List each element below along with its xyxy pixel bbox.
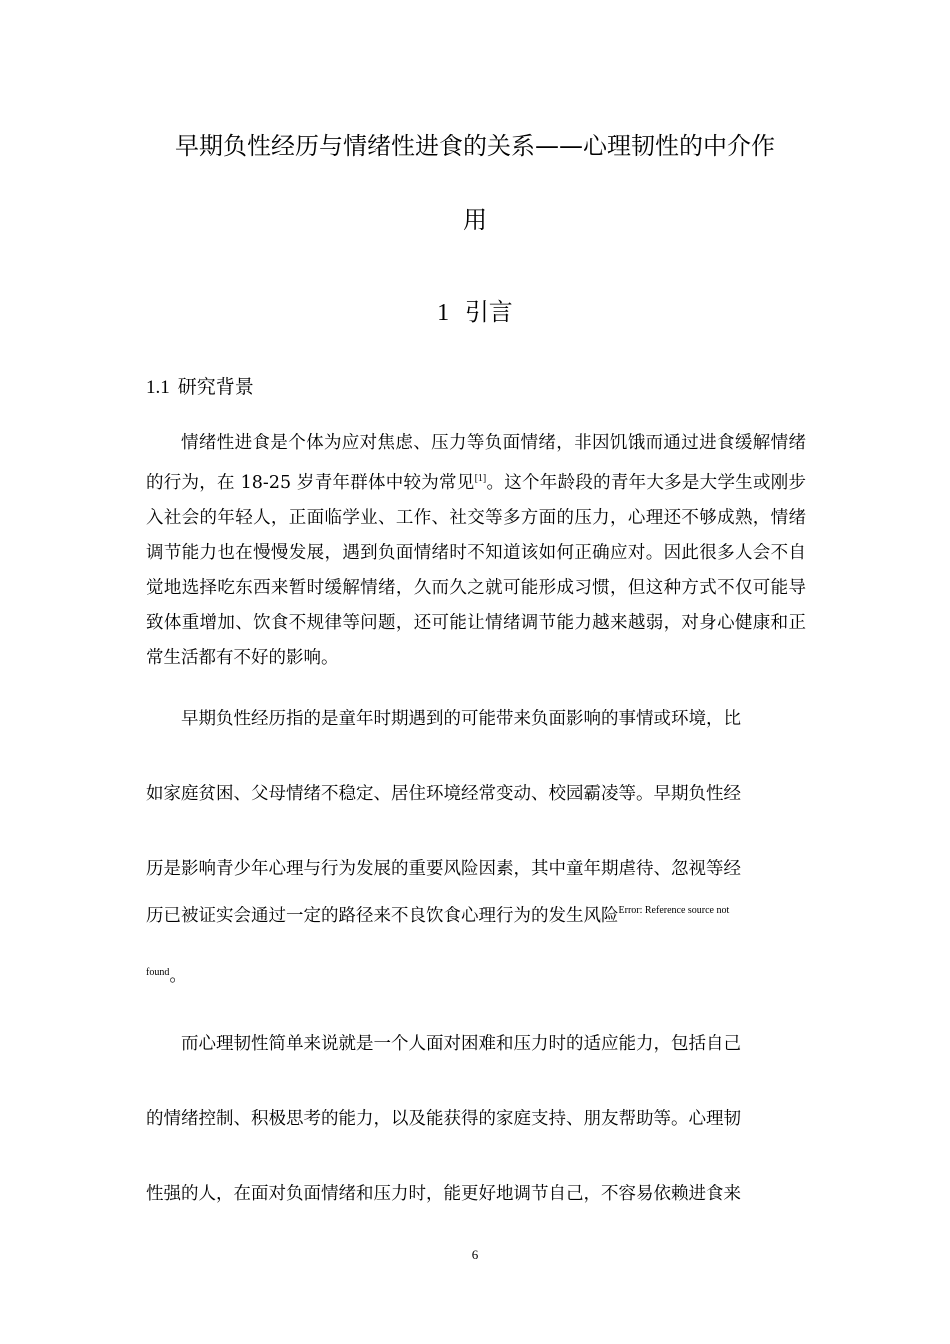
paragraph-2-line-2: 如家庭贫困、父母情绪不稳定、居住环境经常变动、校园霸凌等。早期负性经 xyxy=(146,784,741,804)
doc-title-line1: 早期负性经历与情绪性进食的关系——心理韧性的中介作 xyxy=(175,132,775,160)
paragraph-2-line-4-text: 历已被证实会通过一定的路径来不良饮食心理行为的发生风险 xyxy=(146,906,619,926)
paragraph-1-text-a: 情绪性进食是个体为应对焦虑、压力等负面情绪，非因饥饿而通过进食缓解情绪的行为，在 18-25 岁青年群体中较为常见 xyxy=(146,433,806,493)
doc-title-line2: 用 xyxy=(463,206,487,234)
reference-error-text-cont: found xyxy=(146,967,170,978)
paragraph-2-line-4 xyxy=(146,902,806,927)
chapter-title: 引言 xyxy=(464,298,513,326)
section-number: 1.1 xyxy=(146,377,170,398)
paragraph-3-line-1: 而心理韧性简单来说就是一个人面对困难和压力时的适应能力，包括自己 xyxy=(181,1034,741,1054)
paragraph-2-line-5 xyxy=(146,962,806,987)
chapter-heading xyxy=(0,292,950,327)
citation-ref: [1] xyxy=(474,473,487,484)
paragraph-2-line-1: 早期负性经历指的是童年时期遇到的可能带来负面影响的事情或环境，比 xyxy=(181,709,741,729)
paragraph-1 xyxy=(146,426,806,676)
paragraph-1-text-b: 。这个年龄段的青年大多是大学生或刚步入社会的年轻人，正面临学业、工作、社交等多方面的压力，心理还不够成熟，情绪调节能力也在慢慢发展，遇到负面情绪时不知道该如何正确应对。因此很多人会不自觉地选择吃东西来暂时缓解情绪，久而久之就可能形成习惯，但这种方式不仅可能导致体重增加、饮食不规律等问题，还可能让情绪调节能力越来越弱，对身心健康和正常生活都有不好的影响。 xyxy=(146,473,807,668)
paragraph-2-end: 。 xyxy=(169,966,187,986)
page-number: 6 xyxy=(471,1247,479,1262)
section-heading xyxy=(146,372,254,399)
paragraph-3-line-3: 性强的人，在面对负面情绪和压力时，能更好地调节自己，不容易依赖进食来 xyxy=(146,1184,741,1204)
reference-error-text: Error: Reference source not xyxy=(618,905,730,916)
section-title: 研究背景 xyxy=(177,376,254,398)
paragraph-2-line-3: 历是影响青少年心理与行为发展的重要风险因素，其中童年期虐待、忽视等经 xyxy=(146,859,741,879)
paragraph-3-line-2: 的情绪控制、积极思考的能力，以及能获得的家庭支持、朋友帮助等。心理韧 xyxy=(146,1109,741,1129)
chapter-number: 1 xyxy=(437,300,450,326)
